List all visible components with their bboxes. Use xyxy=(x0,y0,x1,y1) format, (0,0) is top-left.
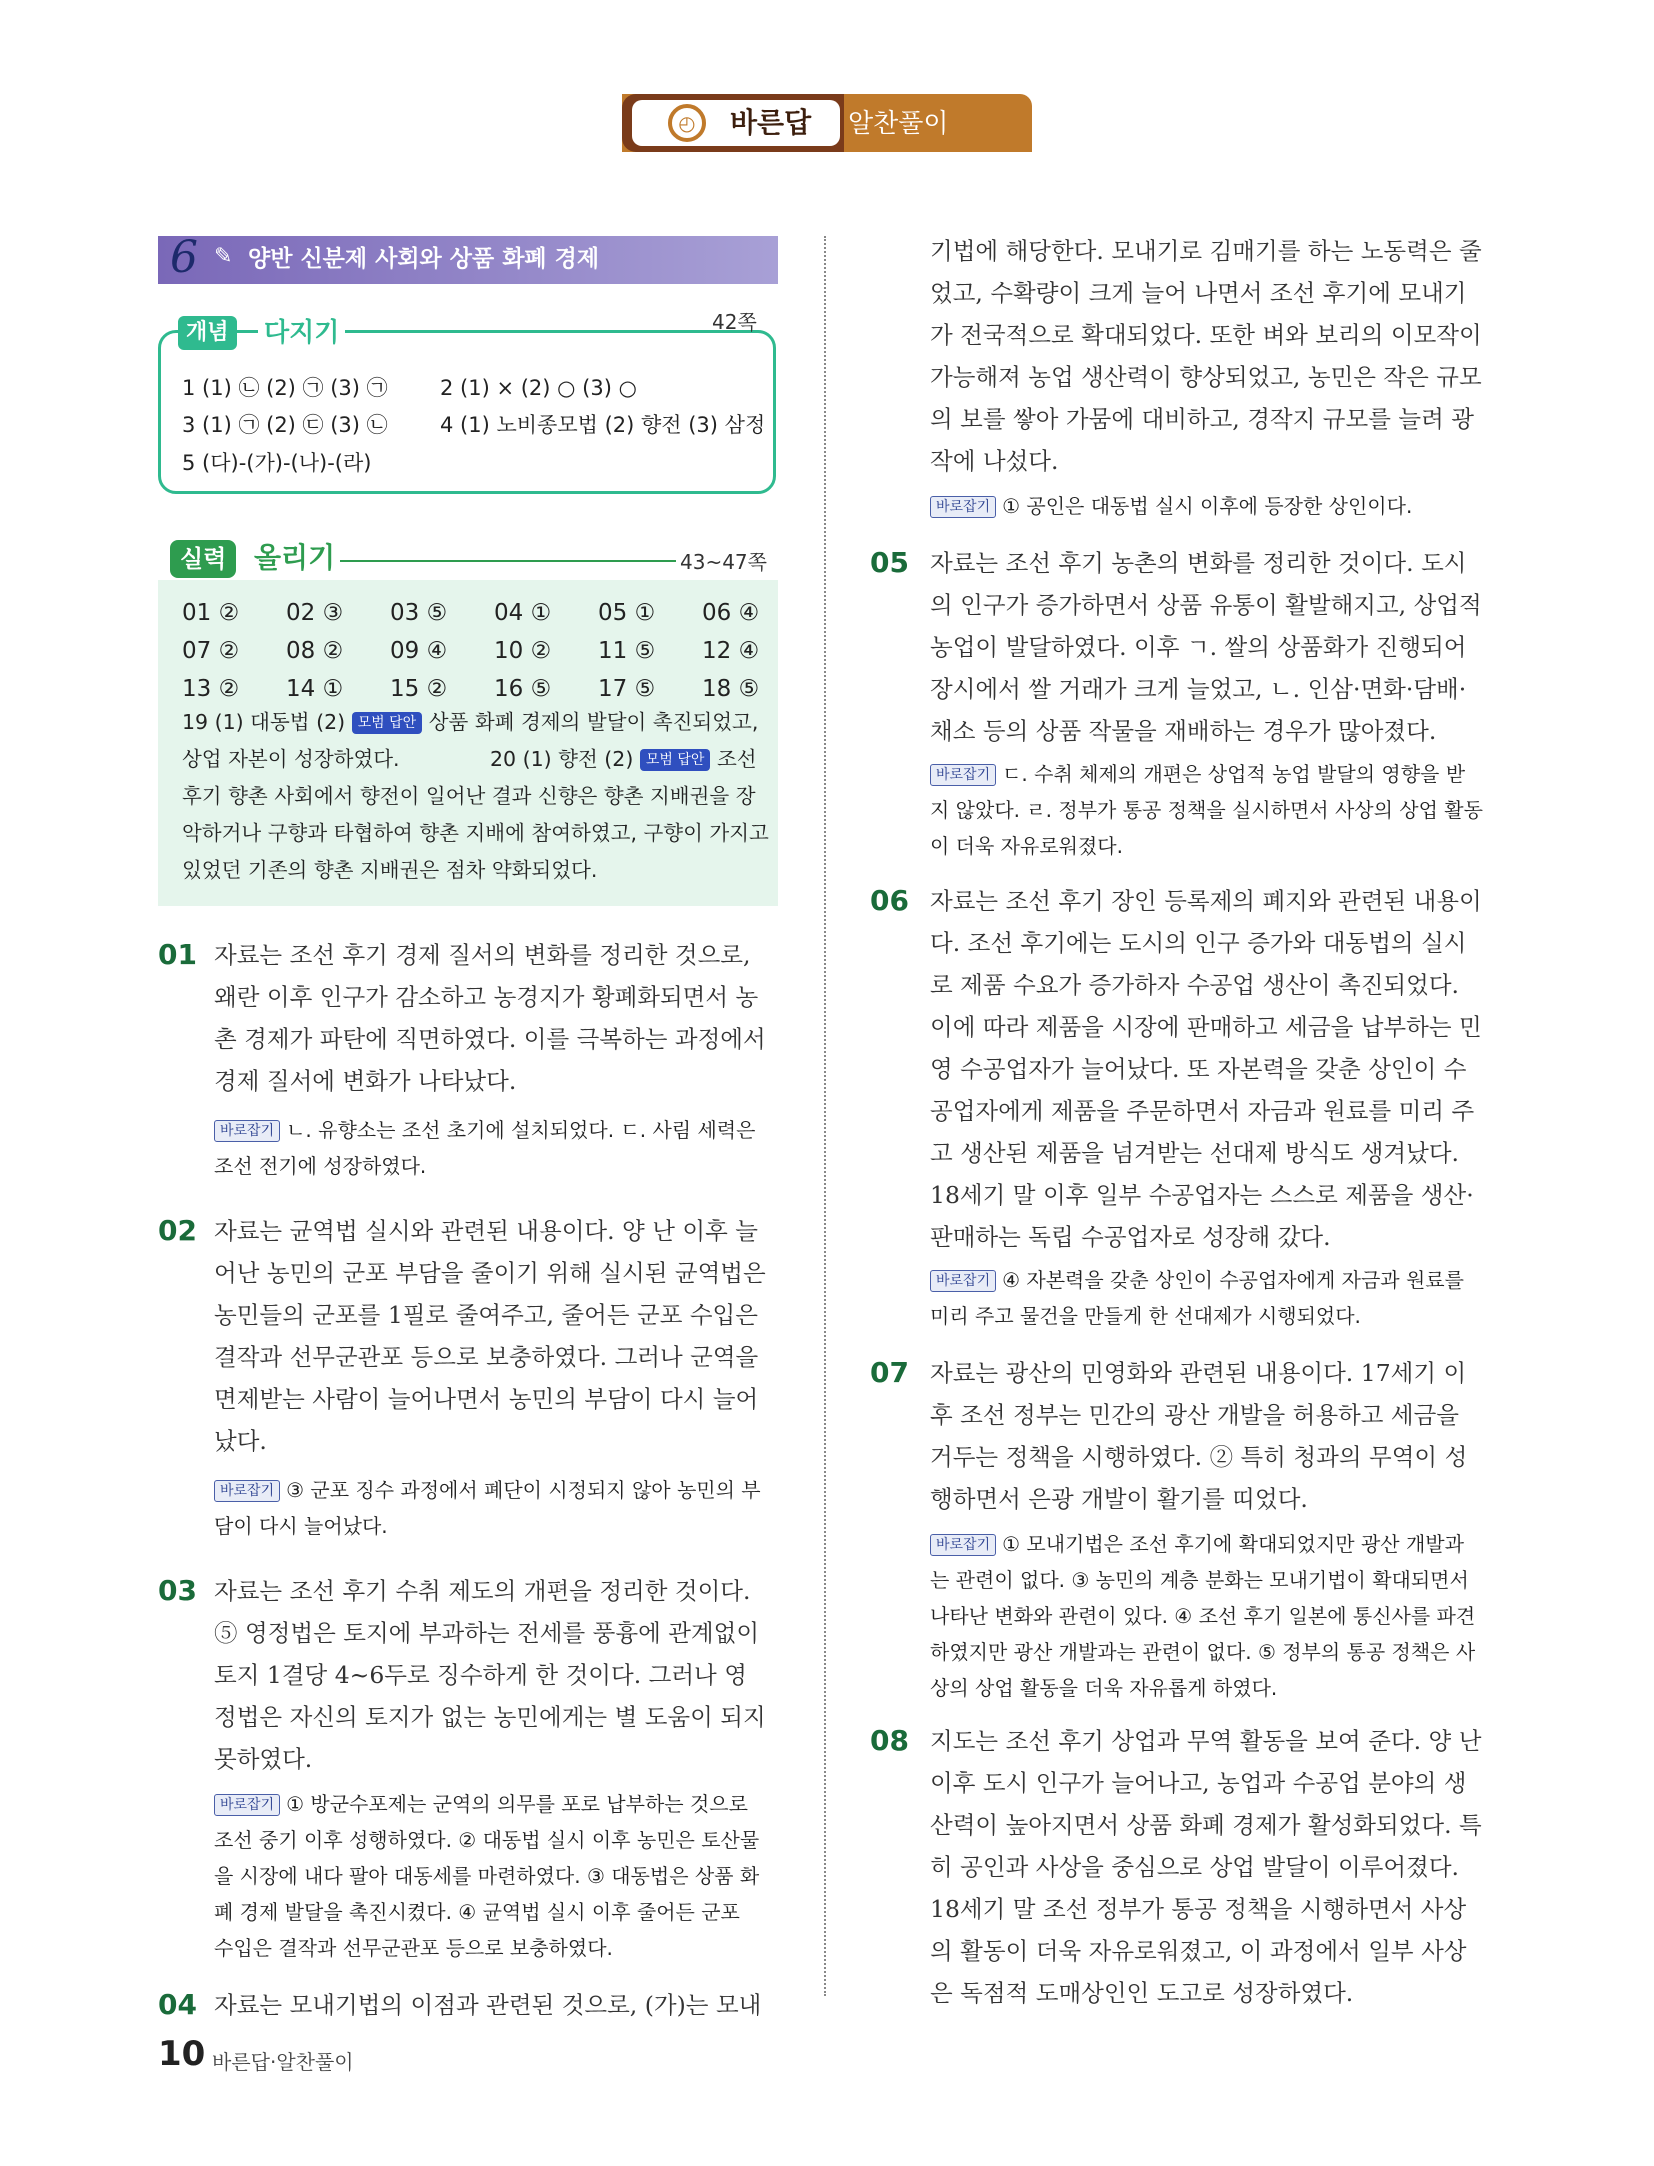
column-divider xyxy=(824,236,826,1996)
q20-answer-line: 악하거나 구향과 타협하여 향촌 지배에 참여하였고, 구향이 가지고 xyxy=(182,821,769,845)
skill-tag: 실력 xyxy=(170,540,236,578)
answer-cell: 01 ② xyxy=(182,600,240,626)
question-number: 07 xyxy=(870,1356,909,1389)
stopwatch-icon: ◴ xyxy=(668,104,706,142)
concept-page-ref: 42쪽 xyxy=(712,310,757,334)
question-text: 자료는 균역법 실시와 관련된 내용이다. 양 난 이후 늘 어난 농민의 군포 부담을 줄이기 위해 실시된 균역법은 농민들의 군포를 1필로 줄여주고, 줄어든 군포 수입은 결작과 선무군관포 등으로 보충하였다. 그러나 군역을 면제받는 사람이 늘어나면서 농민의 부담이 다시 늘어 났다. xyxy=(214,1217,766,1455)
correction-note: 바로잡기 ① 모내기법은 조선 후기에 확대되었지만 광산 개발과 는 관련이 없다. ③ 농민의 계층 분화는 모내기법이 확대되면서 나타난 변화와 관련이 있다. ④ 조선 후기 일본에 통신사를 파견 하였지만 광산 개발과는 관련이 없다. ⑤ 정부의 통공 정책은 사 상의 상업 활동을 더욱 자유롭게 하였다. xyxy=(930,1532,1476,1700)
answer-cell: 06 ④ xyxy=(702,600,760,626)
answer-cell: 08 ② xyxy=(286,638,344,664)
answer-cell: 05 ① xyxy=(598,600,656,626)
q19-answer-cont: 상업 자본이 성장하였다. xyxy=(182,747,400,771)
skill-tag-suffix: 올리기 xyxy=(254,541,336,574)
answer-cell: 12 ④ xyxy=(702,638,760,664)
question-number: 05 xyxy=(870,546,909,579)
section-number: 6 xyxy=(170,232,198,283)
correction-badge: 바로잡기 xyxy=(214,1480,280,1502)
correction-badge: 바로잡기 xyxy=(930,496,996,518)
concept-tag: 개념 xyxy=(178,316,237,350)
question-number: 02 xyxy=(158,1214,197,1247)
correction-badge: 바로잡기 xyxy=(214,1120,280,1142)
answer-cell: 03 ⑤ xyxy=(390,600,448,626)
model-answer-badge: 모범 답안 xyxy=(352,712,423,734)
answer-cell: 10 ② xyxy=(494,638,552,664)
concept-answer-2: 2 (1) × (2) ○ (3) ○ xyxy=(440,376,637,400)
answer-cell: 02 ③ xyxy=(286,600,344,626)
question-number: 01 xyxy=(158,938,197,971)
question-text: 자료는 조선 후기 경제 질서의 변화를 정리한 것으로, 왜란 이후 인구가 감소하고 농경지가 황폐화되면서 농 촌 경제가 파탄에 직면하였다. 이를 극복하는 과정에서 경제 질서에 변화가 나타났다. xyxy=(214,941,766,1095)
q19-answer-line: 19 (1) 대동법 (2) 모범 답안 상품 화폐 경제의 발달이 촉진되었고, xyxy=(182,710,759,734)
answer-cell: 16 ⑤ xyxy=(494,676,552,702)
correction-note: 바로잡기 ④ 자본력을 갖춘 상인이 수공업자에게 자금과 원료를 미리 주고 물건을 만들게 한 선대제가 시행되었다. xyxy=(930,1268,1464,1328)
question-text: 자료는 조선 후기 수취 제도의 개편을 정리한 것이다. ⑤ 영정법은 토지에 부과하는 전세를 풍흉에 관계없이 토지 1결당 4~6두로 징수하게 한 것이다. 그러나 영 정법은 자신의 토지가 없는 농민에게는 별 도움이 되지 못하였다. xyxy=(214,1577,766,1773)
question-text: 자료는 조선 후기 장인 등록제의 폐지와 관련된 내용이 다. 조선 후기에는 도시의 인구 증가와 대동법의 실시 로 제품 수요가 증가하자 수공업 생산이 촉진되었다. 이에 따라 제품을 시장에 판매하고 세금을 납부하는 민 영 수공업자가 늘어났다. 또 자본력을 갖춘 상인이 수 공업자에게 제품을 주문하면서 자금과 원료를 미리 주 고 생산된 제품을 넘겨받는 선대제 방식도 생겨났다. 18세기 말 이후 일부 수공업자는 스스로 제품을 생산· 판매하는 독립 수공업자로 성장해 갔다. xyxy=(930,887,1482,1251)
section-title: 양반 신분제 사회와 상품 화폐 경제 xyxy=(248,246,600,272)
question-number: 06 xyxy=(870,884,909,917)
question-text: 지도는 조선 후기 상업과 무역 활동을 보여 준다. 양 난 이후 도시 인구가 늘어나고, 농업과 수공업 분야의 생 산력이 높아지면서 상품 화폐 경제가 활성화되었다. 특 히 공인과 사상을 중심으로 상업 발달이 이루어졌다. 18세기 말 조선 정부가 통공 정책을 시행하면서 사상 의 활동이 더욱 자유로워졌고, 이 과정에서 일부 사상 은 독점적 도매상인인 도고로 성장하였다. xyxy=(930,1727,1482,2007)
question-text: 자료는 광산의 민영화와 관련된 내용이다. 17세기 이 후 조선 정부는 민간의 광산 개발을 허용하고 세금을 거두는 정책을 시행하였다. ② 특히 청과의 무역이 성 행하면서 은광 개발이 활기를 띠었다. xyxy=(930,1359,1468,1513)
answer-cell: 15 ② xyxy=(390,676,448,702)
correction-note: 바로잡기 ① 방군수포제는 군역의 의무를 포로 납부하는 것으로 조선 중기 이후 성행하였다. ② 대동법 실시 이후 농민은 토산물 을 시장에 내다 팔아 대동세를 마련하였다. ③ 대동법은 상품 화 폐 경제 발달을 촉진시켰다. ④ 균역법 실시 이후 줄어든 군포 수입은 결작과 선무군관포 등으로 보충하였다. xyxy=(214,1792,760,1960)
concept-answer-4: 4 (1) 노비종모법 (2) 향전 (3) 삼정 xyxy=(440,413,766,437)
q20-answer-line: 후기 향촌 사회에서 향전이 일어난 결과 신향은 향촌 지배권을 장 xyxy=(182,784,756,808)
answer-cell: 17 ⑤ xyxy=(598,676,656,702)
correction-badge: 바로잡기 xyxy=(214,1794,280,1816)
header-brand-bold: 바른답 xyxy=(730,106,812,139)
correction-note: 바로잡기 ㄷ. 수취 체제의 개편은 상업적 농업 발달의 영향을 받 지 않았다. ㄹ. 정부가 통공 정책을 실시하면서 사상의 상업 활동 이 더욱 자유로워졌다. xyxy=(930,762,1483,858)
correction-badge: 바로잡기 xyxy=(930,764,996,786)
correction-badge: 바로잡기 xyxy=(930,1534,996,1556)
page-footer-label: 바른답·알찬풀이 xyxy=(212,2050,354,2074)
skill-page-ref: 43~47쪽 xyxy=(676,546,771,575)
concept-tag-suffix: 다지기 xyxy=(258,316,345,350)
question-number: 04 xyxy=(158,1988,197,2021)
concept-answer-3: 3 (1) ㉠ (2) ㉢ (3) ㉡ xyxy=(182,413,388,437)
answer-cell: 18 ⑤ xyxy=(702,676,760,702)
answer-cell: 14 ① xyxy=(286,676,344,702)
answer-cell: 09 ④ xyxy=(390,638,448,664)
answer-cell: 07 ② xyxy=(182,638,240,664)
correction-note: 바로잡기 ③ 군포 징수 과정에서 폐단이 시정되지 않아 농민의 부 담이 다시 늘어났다. xyxy=(214,1478,761,1538)
correction-note: 바로잡기 ① 공인은 대동법 실시 이후에 등장한 상인이다. xyxy=(930,488,1412,524)
concept-answer-5: 5 (다)-(가)-(나)-(라) xyxy=(182,451,372,475)
question-number: 03 xyxy=(158,1574,197,1607)
q20-answer-line: 있었던 기존의 향촌 지배권은 점차 약화되었다. xyxy=(182,858,598,882)
correction-badge: 바로잡기 xyxy=(930,1270,996,1292)
header-brand-light: 알찬풀이 xyxy=(848,109,949,139)
correction-note: 바로잡기 ㄴ. 유향소는 조선 초기에 설치되었다. ㄷ. 사림 세력은 조선 전기에 성장하였다. xyxy=(214,1118,756,1178)
answer-cell: 04 ① xyxy=(494,600,552,626)
model-answer-badge: 모범 답안 xyxy=(640,749,711,771)
question-text-continued: 기법에 해당한다. 모내기로 김매기를 하는 노동력은 줄 었고, 수확량이 크게 늘어 나면서 조선 후기에 모내기 가 전국적으로 확대되었다. 또한 벼와 보리의 이모작이 가능해져 농업 생산력이 향상되었고, 농민은 작은 규모 의 보를 쌓아 가뭄에 대비하고, 경작지 규모를 늘려 광 작에 나섰다. xyxy=(930,237,1482,475)
answer-cell: 11 ⑤ xyxy=(598,638,656,664)
question-text: 자료는 조선 후기 농촌의 변화를 정리한 것이다. 도시 의 인구가 증가하면서 상품 유통이 활발해지고, 상업적 농업이 발달하였다. 이후 ㄱ. 쌀의 상품화가 진행되어 장시에서 쌀 거래가 크게 늘었고, ㄴ. 인삼·면화·담배· 채소 등의 상품 작물을 재배하는 경우가 많아졌다. xyxy=(930,549,1482,745)
pen-icon: ✎ xyxy=(214,244,233,269)
q20-answer-line: 20 (1) 향전 (2) 모범 답안 조선 xyxy=(490,747,757,771)
concept-answer-1: 1 (1) ㉡ (2) ㉠ (3) ㉠ xyxy=(182,376,388,400)
question-text: 자료는 모내기법의 이점과 관련된 것으로, (가)는 모내 xyxy=(214,1991,762,2019)
page-number: 10 xyxy=(158,2034,206,2074)
question-number: 08 xyxy=(870,1724,909,1757)
answer-cell: 13 ② xyxy=(182,676,240,702)
